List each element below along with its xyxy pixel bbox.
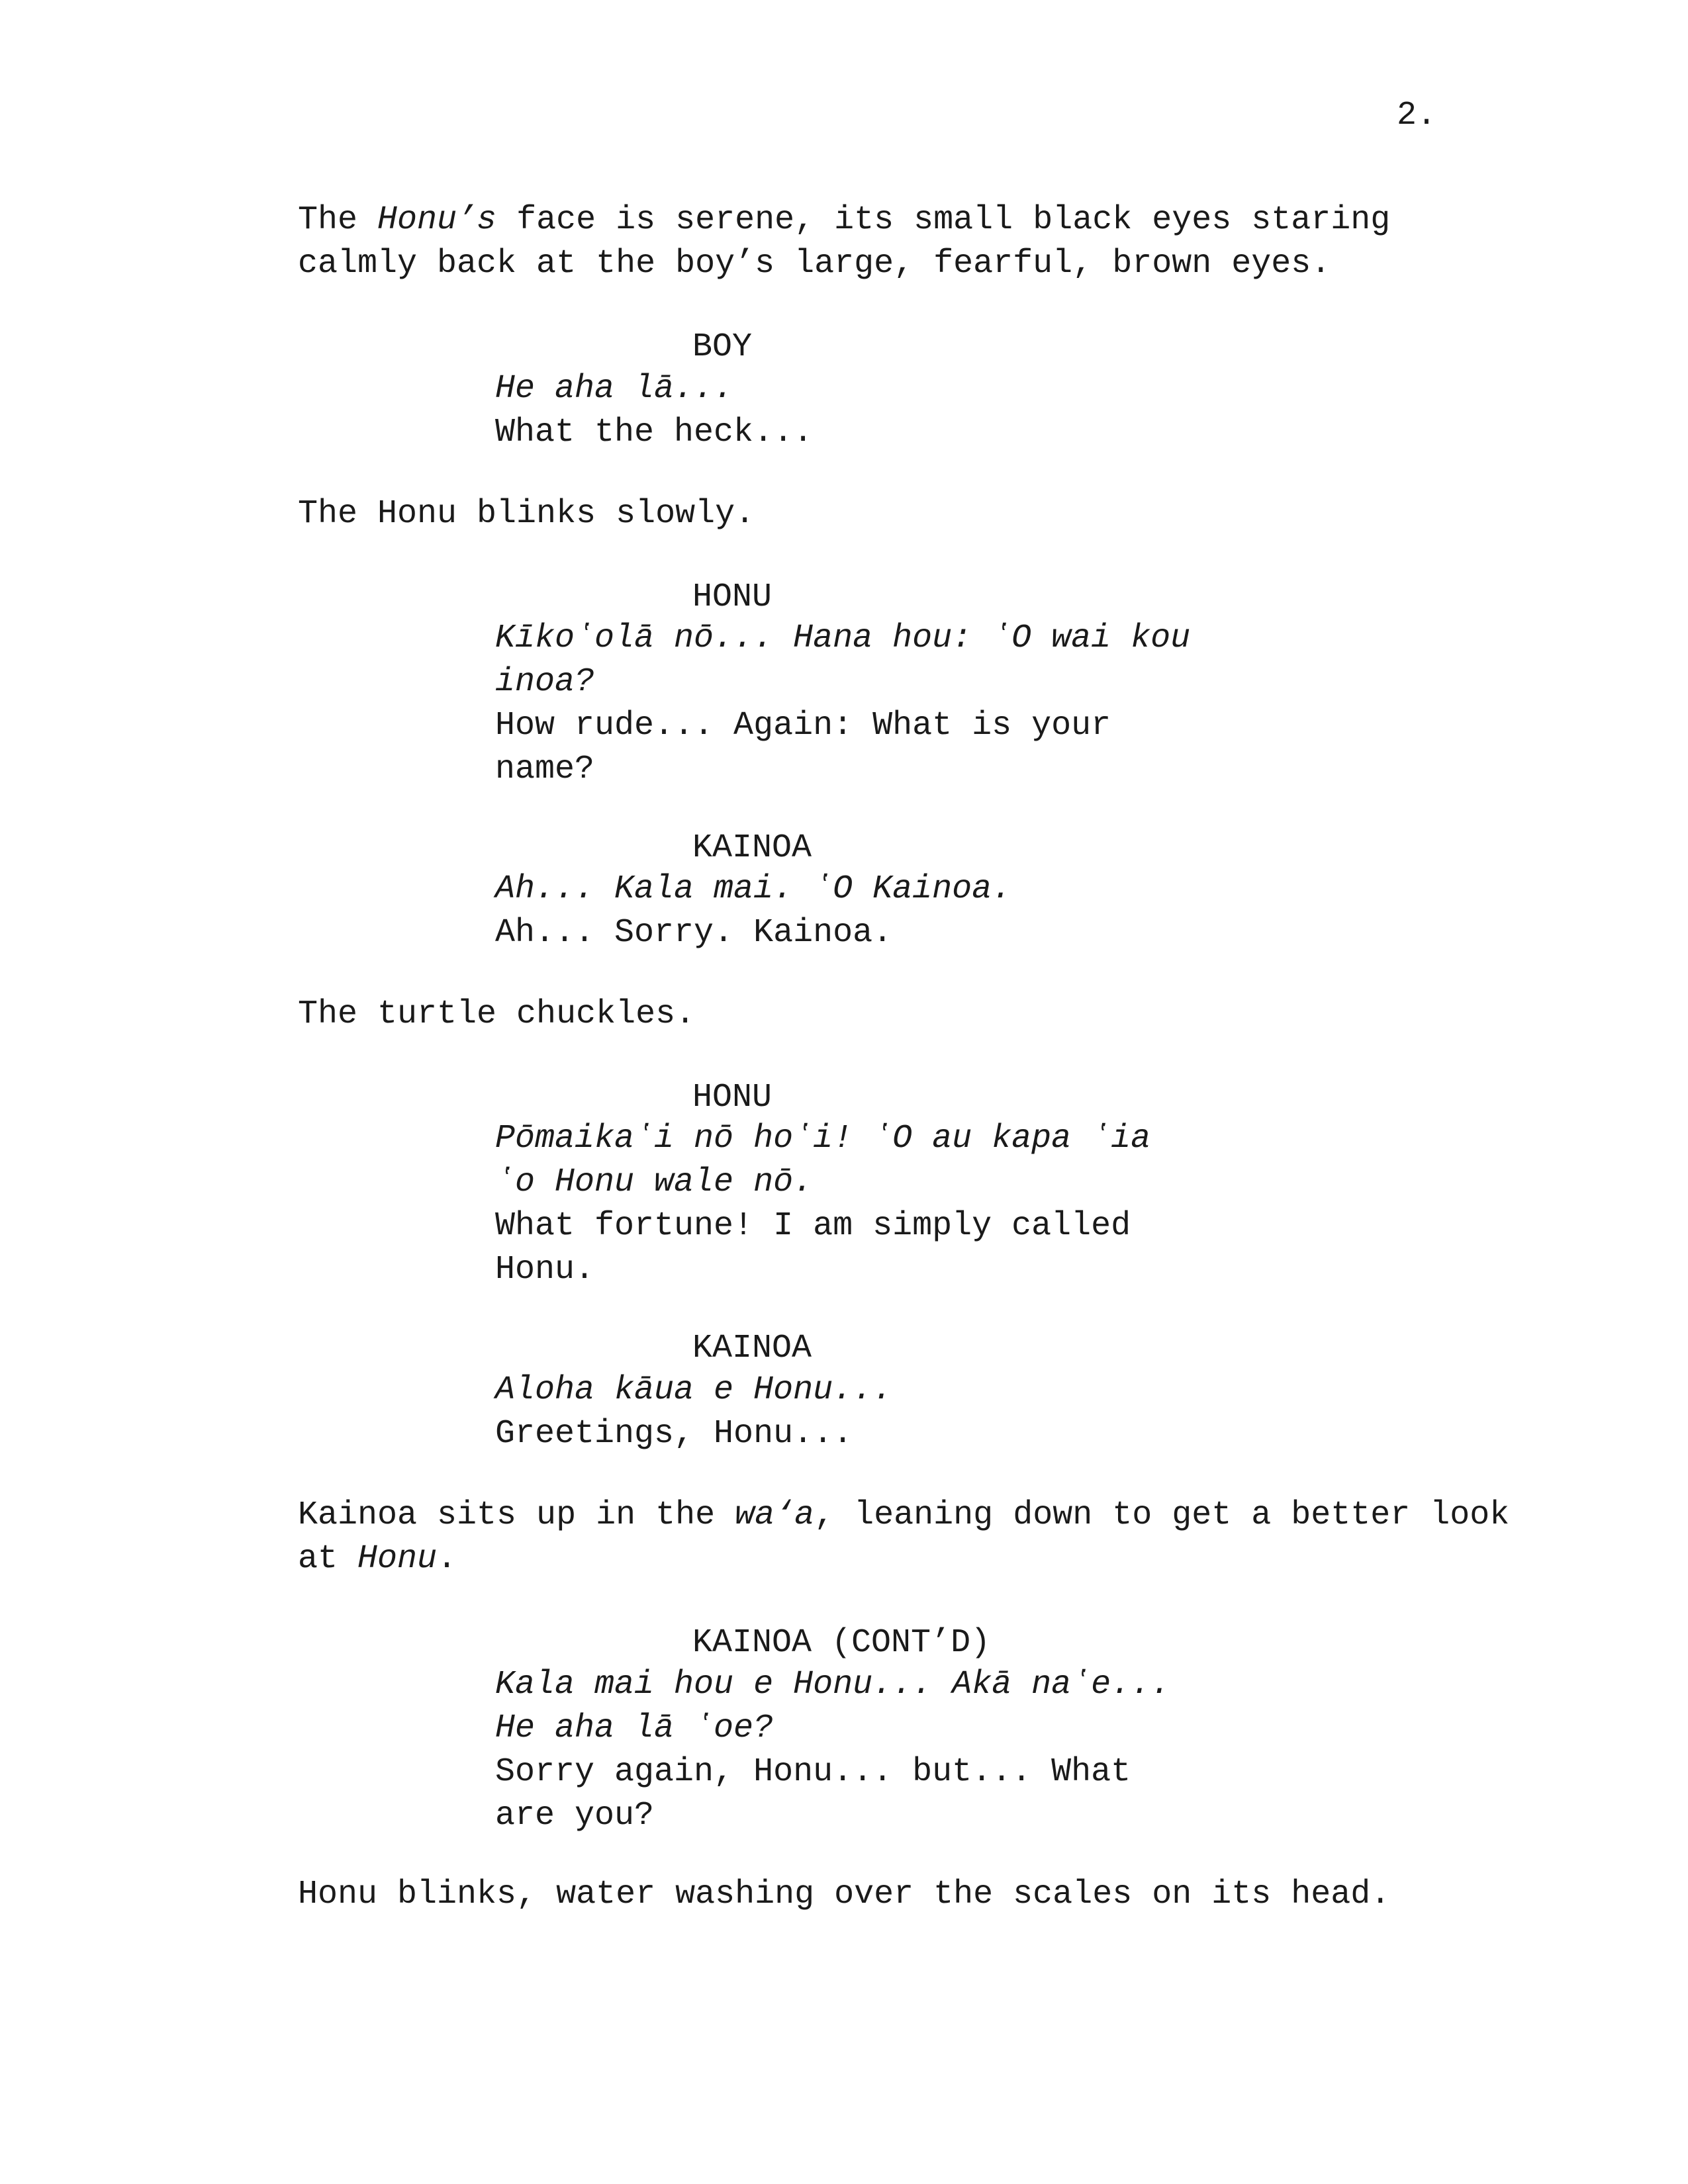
dialogue-hawaiian: He aha lā...: [495, 370, 734, 408]
action-emphasis: Honu’s: [377, 201, 497, 239]
action-text: at: [298, 1540, 358, 1578]
dialogue-english: Honu.: [495, 1251, 595, 1289]
character-name: KAINOA: [692, 1330, 812, 1367]
dialogue-english: Ah... Sorry. Kainoa.: [495, 914, 893, 952]
dialogue-english: What the heck...: [495, 414, 814, 451]
dialogue-english: are you?: [495, 1797, 655, 1835]
dialogue-block: [495, 367, 813, 455]
dialogue-hawaiian: inoa?: [495, 663, 595, 701]
dialogue-block: [495, 1117, 1150, 1292]
dialogue-block: [495, 1663, 1170, 1838]
dialogue-block: [495, 617, 1190, 792]
action-emphasis: Honu: [357, 1540, 438, 1578]
page-number: 2.: [1397, 97, 1437, 134]
action-emphasis: wa‘a: [735, 1496, 815, 1534]
dialogue-hawaiian: Kala mai hou e Honu... Akā naʽe...: [495, 1666, 1171, 1704]
dialogue-english: Sorry again, Honu... but... What: [495, 1753, 1131, 1791]
dialogue-hawaiian: Aloha kāua e Honu...: [495, 1371, 893, 1409]
dialogue-block: [495, 868, 1011, 955]
dialogue-english: What fortune! I am simply called: [495, 1207, 1131, 1245]
dialogue-block: [495, 1369, 892, 1456]
action-text: Kainoa sits up in the: [298, 1496, 735, 1534]
action-text: , leaning down to get a better look: [814, 1496, 1510, 1534]
character-name: KAINOA: [692, 829, 812, 867]
character-name: HONU: [692, 578, 773, 616]
action-paragraph: [298, 199, 1390, 286]
action-paragraph: The Honu blinks slowly.: [298, 495, 755, 533]
dialogue-hawaiian: Ah... Kala mai. ʽO Kainoa.: [495, 870, 1012, 908]
dialogue-hawaiian: ʽo Honu wale nō.: [495, 1163, 814, 1201]
action-text: The: [298, 201, 378, 239]
dialogue-english: Greetings, Honu...: [495, 1415, 853, 1453]
action-paragraph: The turtle chuckles.: [298, 995, 696, 1033]
dialogue-english: How rude... Again: What is your: [495, 707, 1111, 745]
dialogue-hawaiian: He aha lā ʽoe?: [495, 1709, 774, 1747]
dialogue-hawaiian: Pōmaikaʽi nō hoʽi! ʽO au kapa ʽia: [495, 1120, 1151, 1158]
action-text: face is serene, its small black eyes staring: [496, 201, 1391, 239]
action-text: calmly back at the boy’s large, fearful, brown eyes.: [298, 245, 1331, 283]
action-paragraph: [298, 1494, 1509, 1581]
dialogue-hawaiian: Kīkoʽolā nō... Hana hou: ʽO wai kou: [495, 619, 1191, 657]
character-name: KAINOA (CONT’D): [692, 1624, 991, 1662]
dialogue-english: name?: [495, 751, 595, 788]
action-text: .: [437, 1540, 457, 1578]
character-name: BOY: [692, 328, 753, 366]
character-name: HONU: [692, 1079, 773, 1116]
action-paragraph: Honu blinks, water washing over the scales on its head.: [298, 1876, 1391, 1913]
